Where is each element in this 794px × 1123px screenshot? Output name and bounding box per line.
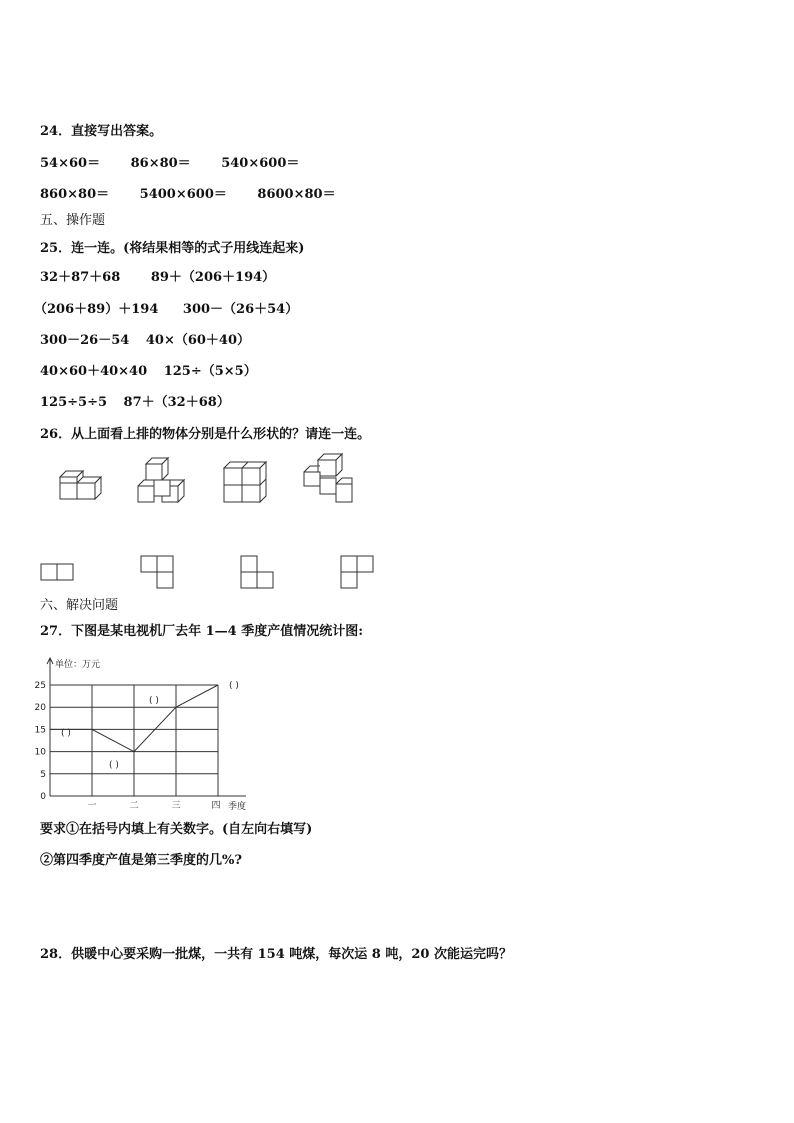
cube-figure-3 <box>222 460 268 504</box>
section-5-heading: 五、操作题 <box>40 213 106 228</box>
q27-requirement-1: 要求①在括号内填上有关数字。(自左向右填写) <box>40 822 313 837</box>
q25-right-expr: 89＋（206＋194） <box>150 270 276 285</box>
q25-row <box>40 364 257 380</box>
q28-title: 28．供暖中心要采购一批煤，一共有 154 吨煤，每次运 8 吨，20 次能运完吗？ <box>40 947 512 962</box>
q27-title: 27．下图是某电视机厂去年 1—4 季度产值情况统计图: <box>40 624 364 639</box>
q24-expr: 540×600＝ <box>221 156 300 171</box>
q25-left-expr: 300－26－54 <box>40 333 130 348</box>
cube-figure-4 <box>300 452 356 506</box>
x-tick-label: 四 <box>211 801 221 811</box>
y-tick-label: 5 <box>40 769 46 780</box>
q25-left-expr: 32＋87＋68 <box>40 270 121 285</box>
q25-row <box>34 302 298 318</box>
data-label-blank: ( ) <box>109 760 119 771</box>
y-tick-label: 10 <box>34 747 46 758</box>
top-view-shape-2 <box>140 555 180 591</box>
q25-row <box>40 395 230 411</box>
cube-figure-2 <box>136 456 188 506</box>
top-view-shape-3 <box>240 555 280 591</box>
q24-row1 <box>40 156 299 172</box>
y-tick-label: 20 <box>34 703 46 714</box>
data-label-blank: ( ) <box>229 681 239 691</box>
cube-figure-1 <box>55 465 105 505</box>
q25-left-expr: 40×60＋40×40 <box>40 364 148 379</box>
q25-right-expr: 87＋（32＋68） <box>123 395 230 410</box>
y-tick-label: 15 <box>34 725 46 736</box>
q24-expr: 860×80＝ <box>40 187 110 202</box>
q25-right-expr: 300－（26＋54） <box>182 302 299 317</box>
q25-title: 25．连一连。(将结果相等的式子用线连起来) <box>40 241 305 256</box>
q24-title: 24．直接写出答案。 <box>40 124 163 139</box>
q24-expr: 54×60＝ <box>40 156 101 171</box>
x-axis-label: 季度 <box>228 802 247 812</box>
x-tick-label: 一 <box>87 801 97 811</box>
q24-expr: 8600×80＝ <box>257 187 336 202</box>
y-tick-label: 0 <box>40 792 46 802</box>
section-6-heading: 六、解决问题 <box>40 598 119 613</box>
q24-row2 <box>40 187 336 203</box>
line-chart <box>30 655 270 815</box>
top-view-shape-1 <box>40 563 76 583</box>
q25-left-expr: 125÷5÷5 <box>40 395 108 410</box>
q25-row <box>40 333 250 349</box>
x-tick-label: 二 <box>129 801 139 811</box>
unit-label: 单位：万元 <box>55 660 101 670</box>
x-tick-label: 三 <box>171 801 181 811</box>
q25-left-expr: （206＋89）＋194 <box>34 302 159 317</box>
y-tick-label: 25 <box>34 681 46 691</box>
data-label-blank: ( ) <box>61 728 71 739</box>
top-view-shape-4 <box>340 555 380 591</box>
q27-requirement-2: ②第四季度产值是第三季度的几%? <box>40 853 242 868</box>
q24-expr: 86×80＝ <box>130 156 191 171</box>
q25-row <box>40 270 275 286</box>
q24-expr: 5400×600＝ <box>139 187 227 202</box>
data-label-blank: ( ) <box>149 696 159 707</box>
q25-right-expr: 125÷（5×5） <box>163 364 257 379</box>
q26-title: 26．从上面看上排的物体分别是什么形状的？请连一连。 <box>40 427 371 442</box>
q25-right-expr: 40×（60＋40） <box>145 333 251 348</box>
